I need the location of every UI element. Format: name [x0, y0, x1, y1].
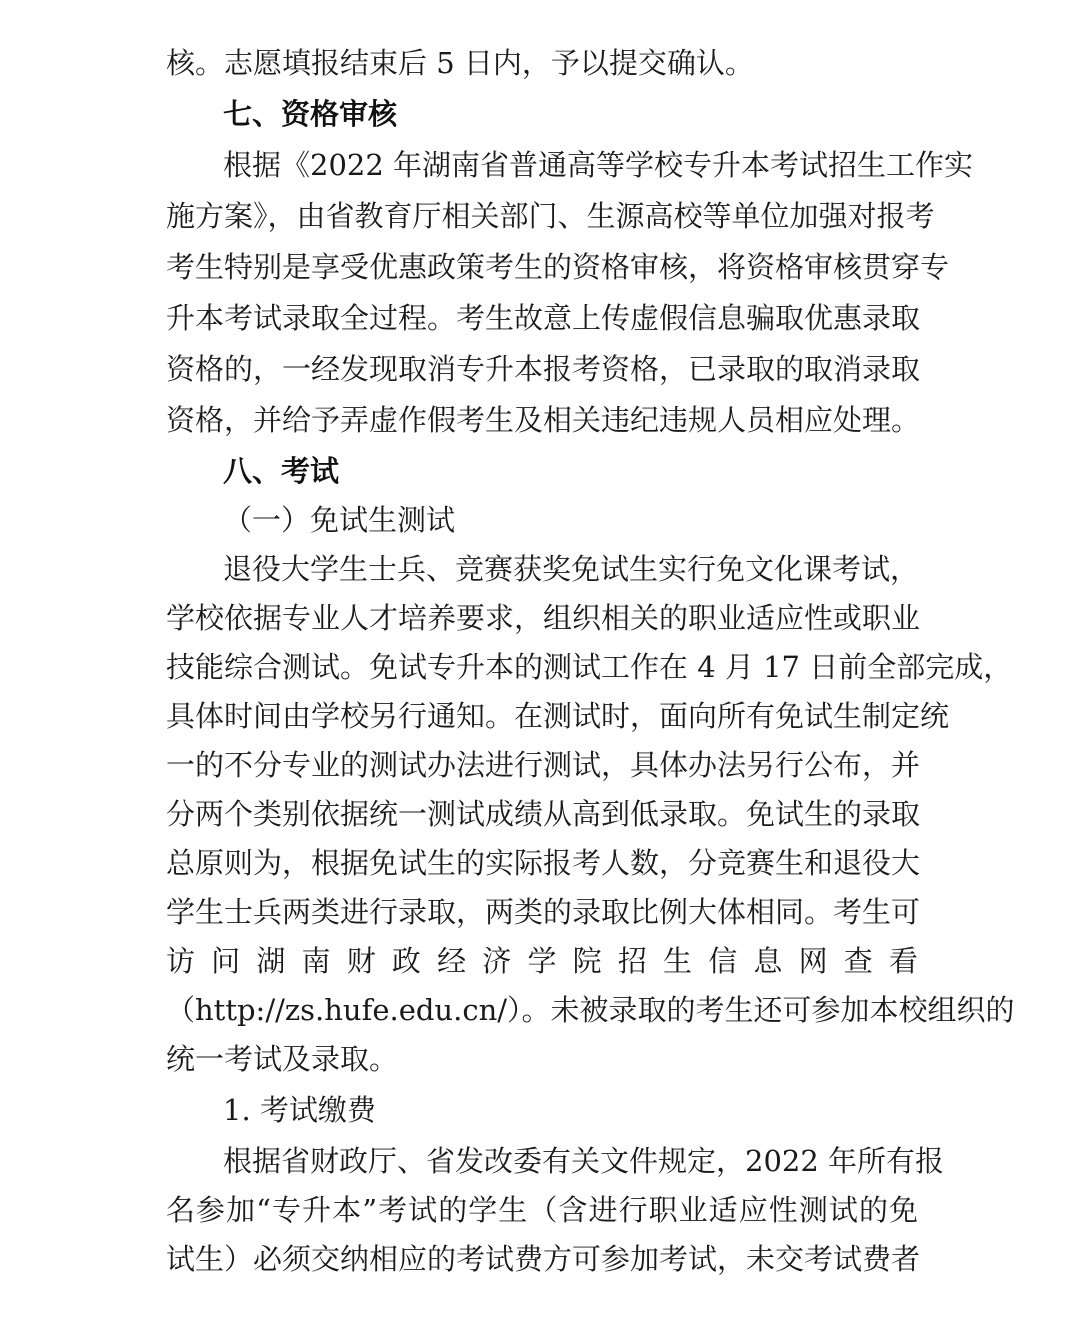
- body-text-line: 退役大学生士兵、竞赛获奖免试生实行免文化课考试，: [223, 552, 920, 586]
- body-text-line: 分两个类别依据统一测试成绩从高到低录取。免试生的录取: [166, 797, 921, 831]
- body-text-line: 具体时间由学校另行通知。在测试时，面向所有免试生制定统: [166, 699, 950, 733]
- subsection-heading-exempt-test: （一）免试生测试: [223, 503, 456, 537]
- body-text-line: 统一考试及录取。: [166, 1042, 399, 1076]
- section-heading-exam: 八、考试: [223, 454, 340, 488]
- body-text-line: 技能综合测试。免试专升本的测试工作在 4 月 17 日前全部完成，: [166, 650, 1013, 684]
- body-text-line: 总原则为，根据免试生的实际报考人数，分竞赛生和退役大: [166, 846, 921, 880]
- body-text-line: 考生特别是享受优惠政策考生的资格审核，将资格审核贯穿专: [166, 250, 950, 284]
- body-text-line: 核。志愿填报结束后 5 日内，予以提交确认。: [166, 46, 754, 80]
- body-text-line: 一的不分专业的测试办法进行测试，具体办法另行公布，并: [166, 748, 921, 782]
- body-text-line: 名参加“专升本”考试的学生（含进行职业适应性测试的免: [166, 1193, 918, 1227]
- body-text-line: 资格，并给予弄虚作假考生及相关违纪违规人员相应处理。: [166, 403, 921, 437]
- section-heading-qualification-review: 七、资格审核: [223, 97, 398, 131]
- item-heading-exam-fee: 1. 考试缴费: [223, 1093, 376, 1127]
- body-text-line: 资格的，一经发现取消专升本报考资格，已录取的取消录取: [166, 352, 921, 386]
- body-text-line: 访问湖南财政经济学院招生信息网查看: [166, 944, 918, 978]
- body-text-line: 根据省财政厅、省发改委有关文件规定，2022 年所有报: [223, 1144, 945, 1178]
- body-text-line: 学生士兵两类进行录取，两类的录取比例大体相同。考生可: [166, 895, 921, 929]
- body-text-line: 升本考试录取全过程。考生故意上传虚假信息骗取优惠录取: [166, 301, 921, 335]
- body-text-line: 施方案》，由省教育厅相关部门、生源高校等单位加强对报考: [166, 199, 935, 233]
- body-text-line: 根据《2022 年湖南省普通高等学校专升本考试招生工作实: [223, 148, 974, 182]
- body-text-line: 试生）必须交纳相应的考试费方可参加考试，未交考试费者: [166, 1242, 921, 1276]
- body-text-line: 学校依据专业人才培养要求，组织相关的职业适应性或职业: [166, 601, 921, 635]
- body-text-line-url: （http://zs.hufe.edu.cn/）。未被录取的考生还可参加本校组织的: [166, 993, 1015, 1027]
